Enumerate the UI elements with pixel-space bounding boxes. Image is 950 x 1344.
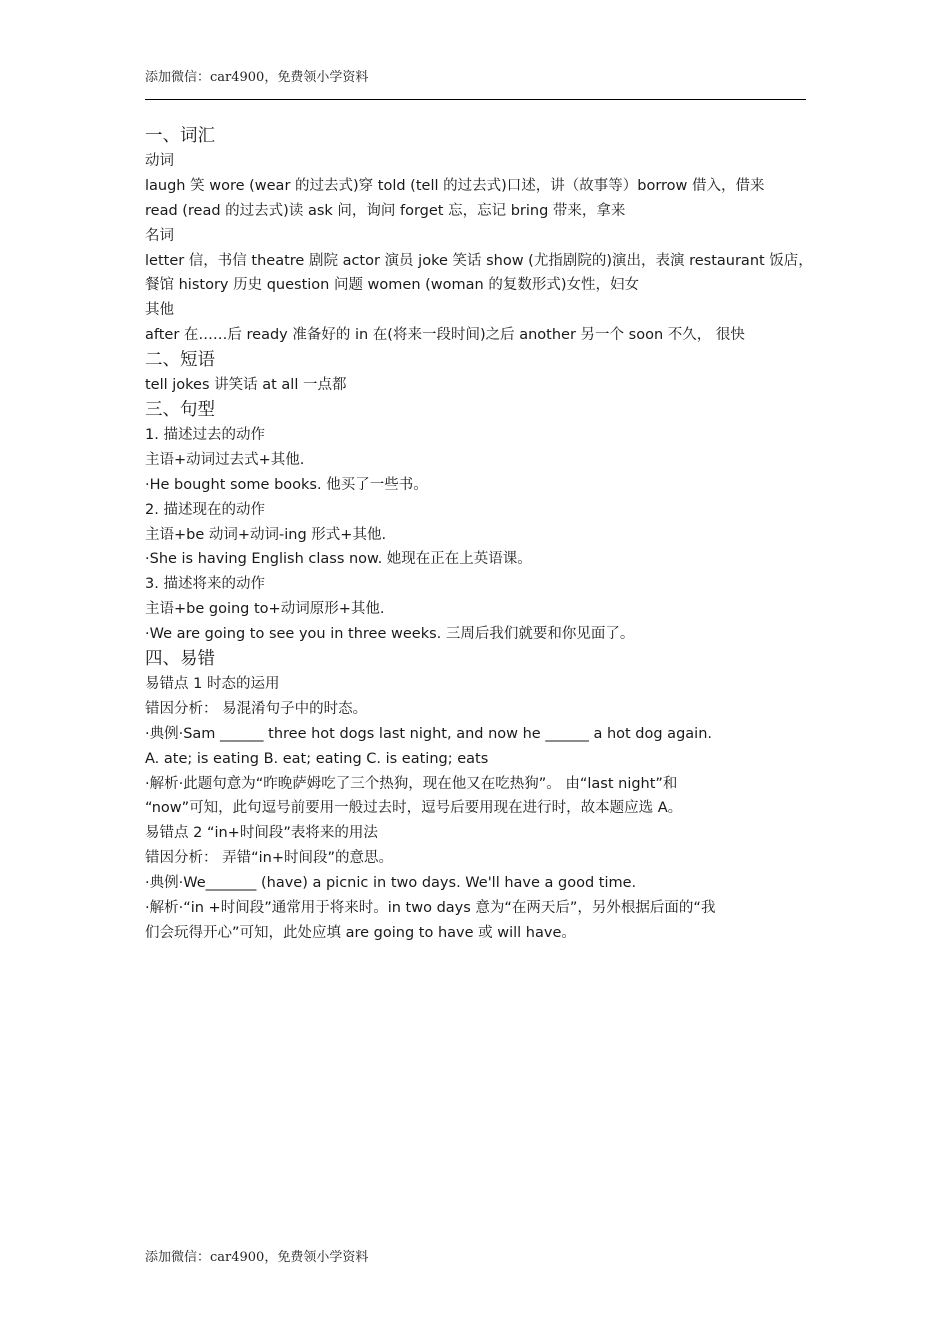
pattern-1-rule: 主语+动词过去式+其他. xyxy=(145,451,305,468)
others-label: 其他 xyxy=(145,302,174,319)
error-1-options: A. ate; is eating B. eat; eating C. is eating; eats xyxy=(145,750,489,767)
pattern-3-example: ·We are going to see you in three weeks. 三周后我们就要和你见面了。 xyxy=(145,626,635,643)
verbs-line-2: read (read 的过去式)读 ask 问，询问 forget 忘，忘记 bring 带来，拿来 xyxy=(145,202,626,219)
pattern-3-rule: 主语+be going to+动词原形+其他. xyxy=(145,601,385,618)
document-body xyxy=(145,124,817,946)
error-1-analysis-line-1: ·解析·此题句意为“昨晚萨姆吃了三个热狗，现在他又在吃热狗”。 由“last night”和 xyxy=(145,775,678,792)
pattern-1-title: 1. 描述过去的动作 xyxy=(145,426,265,443)
nouns-line-2: 餐馆 history 历史 question 问题 women (woman 的复数形式)女性，妇女 xyxy=(145,277,639,294)
pattern-2-rule: 主语+be 动词+动词-ing 形式+其他. xyxy=(145,526,387,543)
others-line-1: after 在……后 ready 准备好的 in 在(将来一段时间)之后 another 另一个 soon 不久， 很快 xyxy=(145,327,745,344)
pattern-2-title: 2. 描述现在的动作 xyxy=(145,501,265,518)
error-1-analysis-line-2: “now”可知，此句逗号前要用一般过去时，逗号后要用现在进行时，故本题应选 A。 xyxy=(145,800,683,817)
nouns-label: 名词 xyxy=(145,227,174,244)
error-1-title: 易错点 1 时态的运用 xyxy=(145,675,280,692)
error-2-example: ·典例·We_______ (have) a picnic in two days. We'll have a good time. xyxy=(145,875,637,892)
error-1-reason: 错因分析： 易混淆句子中的时态。 xyxy=(145,700,368,717)
pattern-3-title: 3. 描述将来的动作 xyxy=(145,576,265,593)
pattern-1-example: ·He bought some books. 他买了一些书。 xyxy=(145,476,428,493)
page-footer: 添加微信：car4900，免费领小学资料 xyxy=(145,1250,369,1265)
error-1-example: ·典例·Sam ______ three hot dogs last night, and now he ______ a hot dog again. xyxy=(145,725,712,742)
section-title-phrases: 二、短语 xyxy=(145,350,215,371)
verbs-line-1: laugh 笑 wore (wear 的过去式)穿 told (tell 的过去式)口述，讲（故事等）borrow 借入，借来 xyxy=(145,177,765,194)
section-title-sentence-patterns: 三、句型 xyxy=(145,399,215,420)
section-title-vocabulary: 一、词汇 xyxy=(145,126,215,146)
page-header: 添加微信：car4900，免费领小学资料 xyxy=(145,70,369,85)
verbs-label: 动词 xyxy=(145,152,174,169)
section-title-common-errors: 四、易错 xyxy=(145,649,215,670)
error-2-reason: 错因分析： 弄错“in+时间段”的意思。 xyxy=(145,850,393,867)
phrases-line-1: tell jokes 讲笑话 at all 一点都 xyxy=(145,377,347,394)
header-divider xyxy=(145,99,806,100)
error-2-title: 易错点 2 “in+时间段”表将来的用法 xyxy=(145,825,378,842)
nouns-line-1: letter 信，书信 theatre 剧院 actor 演员 joke 笑话 show (尤指剧院的)演出，表演 restaurant 饭店， xyxy=(145,252,813,269)
pattern-2-example: ·She is having English class now. 她现在正在上英语课。 xyxy=(145,551,532,568)
error-2-analysis-line-2: 们会玩得开心”可知，此处应填 are going to have 或 will have。 xyxy=(145,925,576,941)
error-2-analysis-line-1: ·解析·“in +时间段”通常用于将来时。in two days 意为“在两天后”，另外根据后面的“我 xyxy=(145,900,716,917)
